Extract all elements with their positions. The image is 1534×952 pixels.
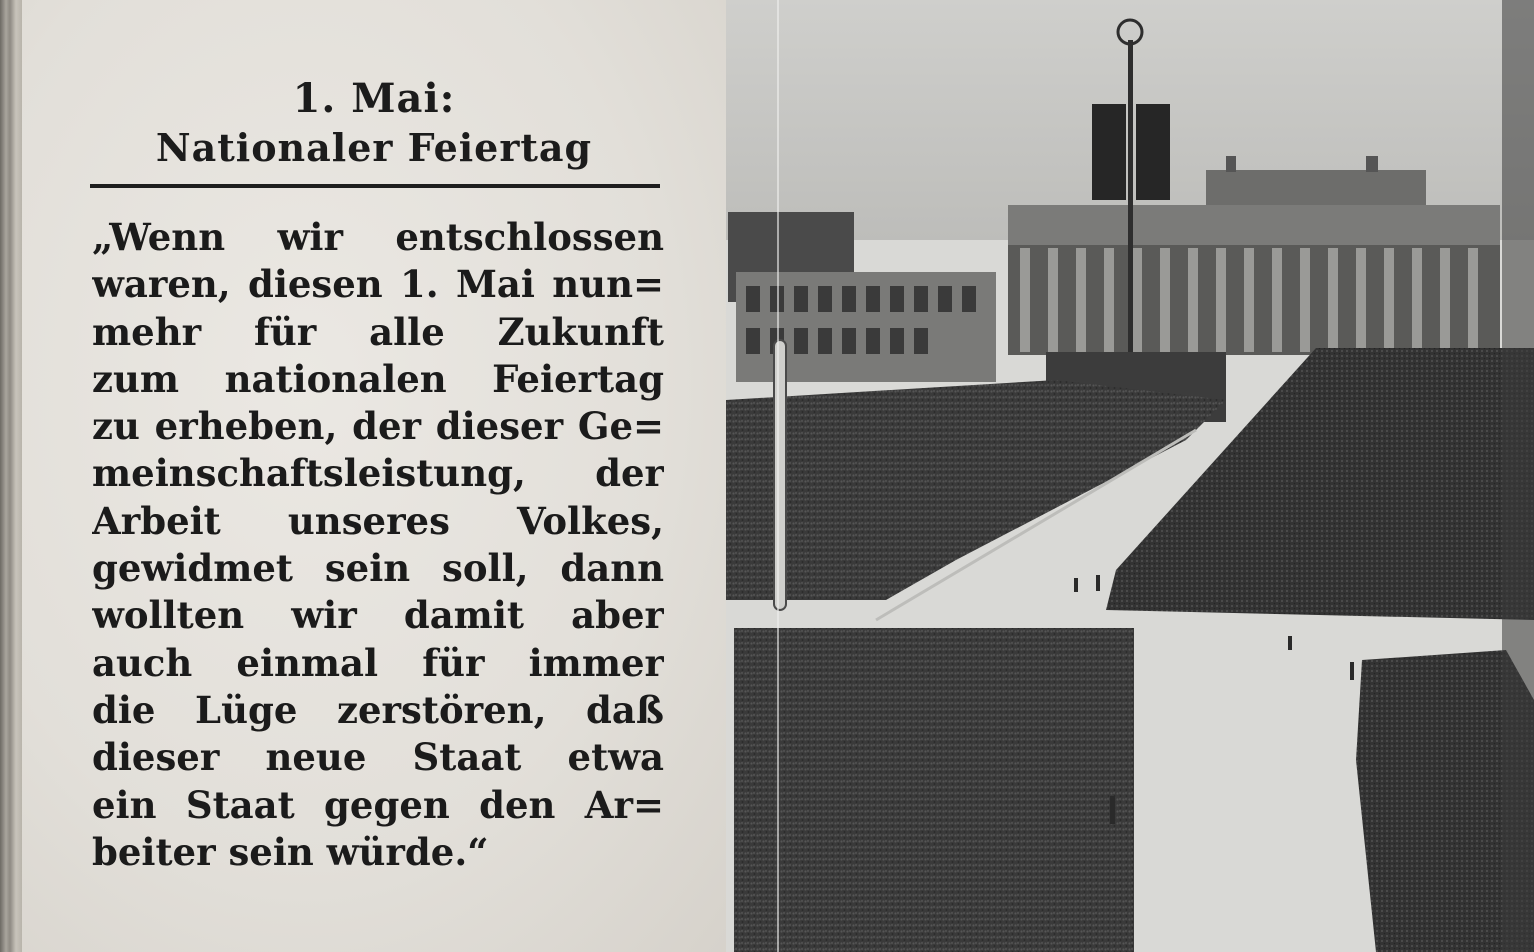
quote-line: wollten wir damit aber bbox=[92, 593, 664, 638]
quote-line: Arbeit unseres Volkes, bbox=[92, 498, 664, 543]
quote-line: zum nationalen Feiertag bbox=[92, 356, 664, 401]
book-spine bbox=[0, 0, 22, 952]
roof-statue bbox=[1226, 156, 1236, 172]
quote-line: meinschaftsleistung, der bbox=[92, 451, 664, 496]
banner-right bbox=[1136, 104, 1170, 200]
title-holiday: Nationaler Feiertag bbox=[155, 125, 593, 170]
roof-statue bbox=[1366, 156, 1378, 172]
quote-line: auch einmal für immer bbox=[92, 640, 664, 685]
quote-line: zu erheben, der dieser Ge= bbox=[92, 404, 664, 449]
title-date: 1. Mai: bbox=[292, 75, 456, 122]
rally-photo-illustration bbox=[726, 0, 1534, 952]
museum-entablature bbox=[1008, 205, 1500, 245]
museum-attic bbox=[1206, 170, 1426, 210]
quote-line: beiter sein würde.“ bbox=[92, 829, 489, 874]
quote-line: die Lüge zerstören, daß bbox=[92, 687, 664, 732]
quote-line: mehr für alle Zukunft bbox=[92, 309, 664, 354]
quote-line: ein Staat gegen den Ar= bbox=[92, 782, 664, 827]
title-divider bbox=[90, 184, 660, 188]
crowd-block-left-lower-shape bbox=[734, 628, 1134, 952]
flag-mast bbox=[1128, 40, 1133, 380]
quote-paragraph bbox=[92, 214, 664, 876]
quote-line: „Wenn wir entschlossen bbox=[92, 215, 664, 259]
rally-photograph bbox=[726, 0, 1534, 952]
quote-line: dieser neue Staat etwa bbox=[92, 735, 664, 780]
quote-line: waren, diesen 1. Mai nun= bbox=[92, 262, 664, 307]
binding-staple bbox=[774, 340, 786, 610]
text-page bbox=[22, 0, 726, 952]
photo-edge-shadow bbox=[1502, 0, 1534, 952]
page-title bbox=[90, 74, 658, 172]
banner-left bbox=[1092, 104, 1126, 200]
quote-line: gewidmet sein soll, dann bbox=[92, 546, 664, 591]
